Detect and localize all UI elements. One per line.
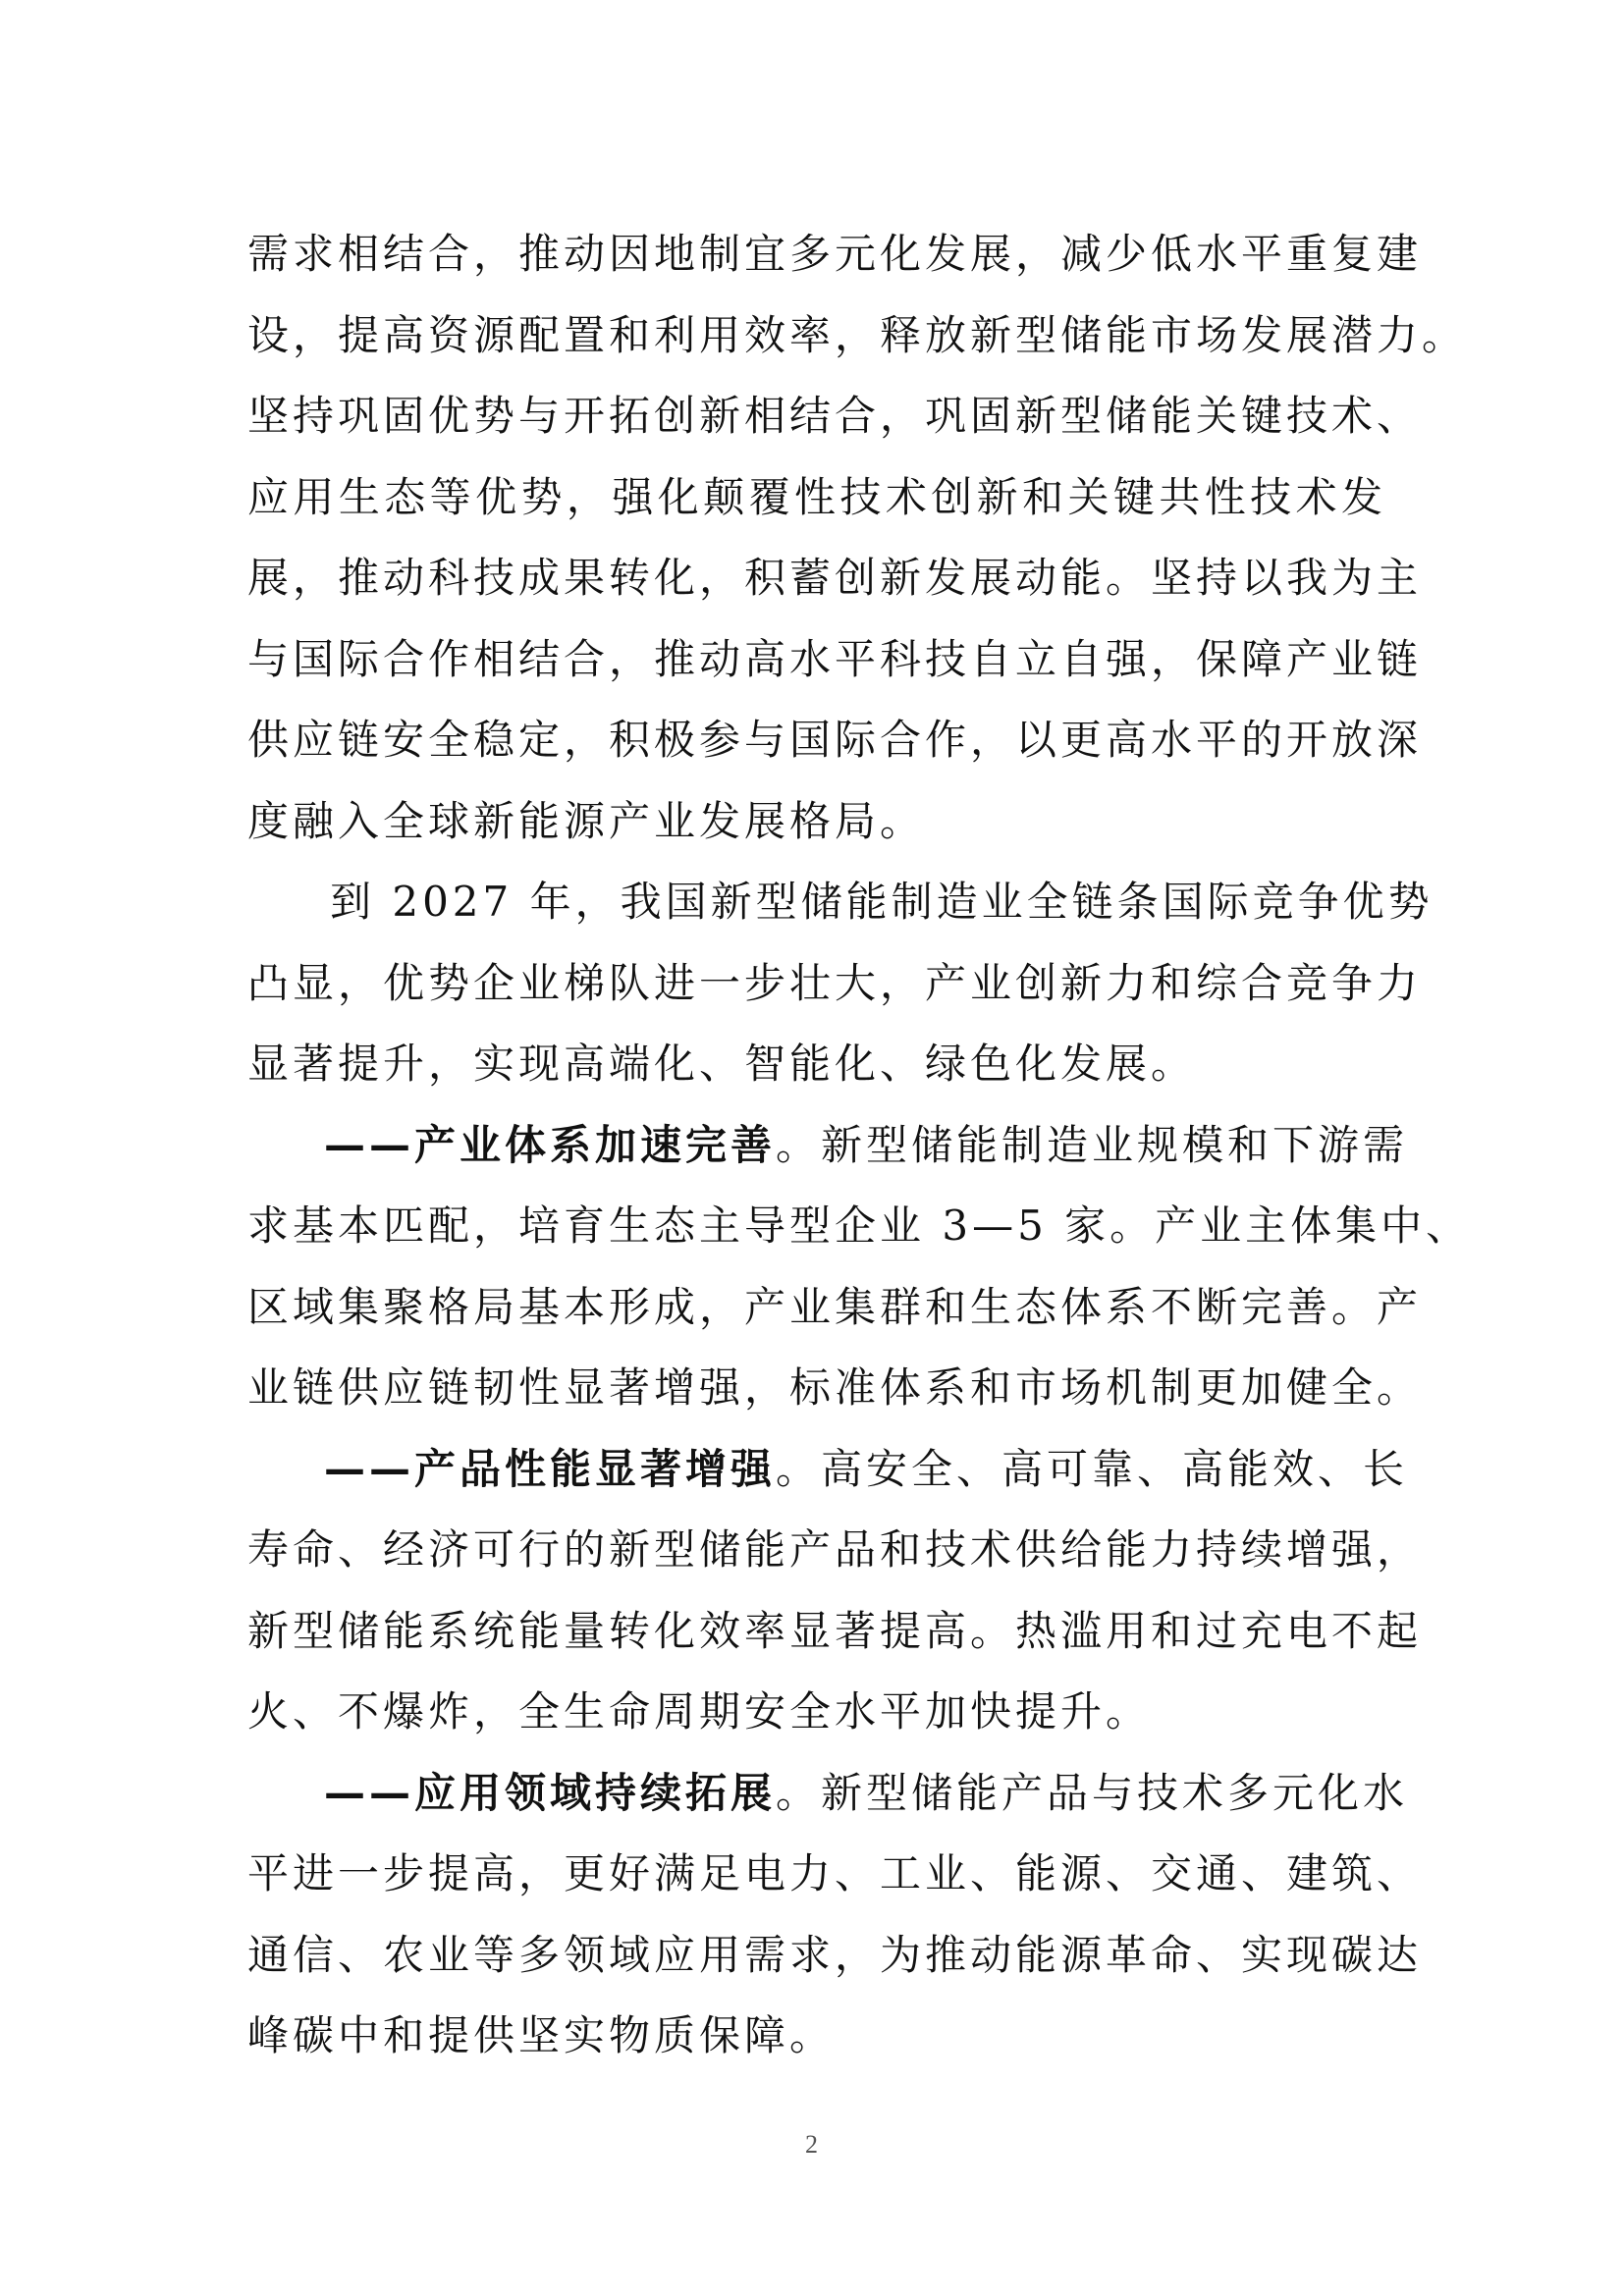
section-heading: ——应用领域持续拓展	[324, 1768, 777, 1817]
text-line: 凸显，优势企业梯队进一步壮大，产业创新力和综合竞争力	[247, 958, 1423, 1007]
text-line: 应用生态等优势，强化颠覆性技术创新和关键共性技术发	[247, 472, 1386, 521]
text-line: 设，提高资源配置和利用效率，释放新型储能市场发展潜力。	[247, 310, 1468, 359]
text-line: 业链供应链韧性显著增强，标准体系和市场机制更加健全。	[247, 1363, 1423, 1412]
paragraph-principles	[247, 214, 1468, 862]
text-line: 区域集聚格局基本形成，产业集群和生态体系不断完善。产	[247, 1282, 1423, 1331]
text-line: 需求相结合，推动因地制宜多元化发展，减少低水平重复建	[247, 230, 1423, 278]
text-line	[247, 1429, 1409, 1511]
paragraph-product-performance	[247, 1429, 1423, 1753]
text-line: 平进一步提高，更好满足电力、工业、能源、交通、建筑、	[247, 1849, 1423, 1897]
paragraph-goal-2027	[247, 862, 1434, 1105]
section-heading: ——产品性能显著增强	[324, 1444, 777, 1493]
page-number: 2	[805, 2130, 818, 2159]
text-line: 坚持巩固优势与开拓创新相结合，巩固新型储能关键技术、	[247, 392, 1423, 440]
paragraph-application-fields	[247, 1753, 1423, 2077]
text-line: 显著提升，实现高端化、智能化、绿色化发展。	[247, 1040, 1197, 1088]
text-line: 峰碳中和提供坚实物质保障。	[247, 2011, 836, 2059]
text-line	[247, 1753, 1409, 1835]
document-body	[247, 214, 1472, 2077]
text-line: 与国际合作相结合，推动高水平科技自立自强，保障产业链	[247, 634, 1423, 683]
heading-continuation: 。新型储能制造业规模和下游需	[776, 1120, 1409, 1169]
text-line: 到 2027 年，我国新型储能制造业全链条国际竞争优势	[330, 878, 1434, 926]
text-line: 供应链安全稳定，积极参与国际合作，以更高水平的开放深	[247, 716, 1423, 764]
section-heading: ——产业体系加速完善	[324, 1120, 777, 1169]
text-line: 新型储能系统能量转化效率显著提高。热滥用和过充电不起	[247, 1606, 1423, 1655]
text-line	[247, 1105, 1409, 1187]
text-line: 火、不爆炸，全生命周期安全水平加快提升。	[247, 1687, 1152, 1735]
text-line: 求基本匹配，培育生态主导型企业 3—5 家。产业主体集中、	[247, 1201, 1472, 1250]
text-line: 展，推动科技成果转化，积蓄创新发展动能。坚持以我为主	[247, 554, 1423, 602]
text-line: 寿命、经济可行的新型储能产品和技术供给能力持续增强，	[247, 1525, 1423, 1574]
paragraph-industry-system	[247, 1105, 1472, 1429]
heading-continuation: 。新型储能产品与技术多元化水	[776, 1768, 1409, 1817]
text-line: 度融入全球新能源产业发展格局。	[247, 796, 926, 845]
heading-continuation: 。高安全、高可靠、高能效、长	[776, 1444, 1409, 1493]
text-line: 通信、农业等多领域应用需求，为推动能源革命、实现碳达	[247, 1930, 1423, 1979]
